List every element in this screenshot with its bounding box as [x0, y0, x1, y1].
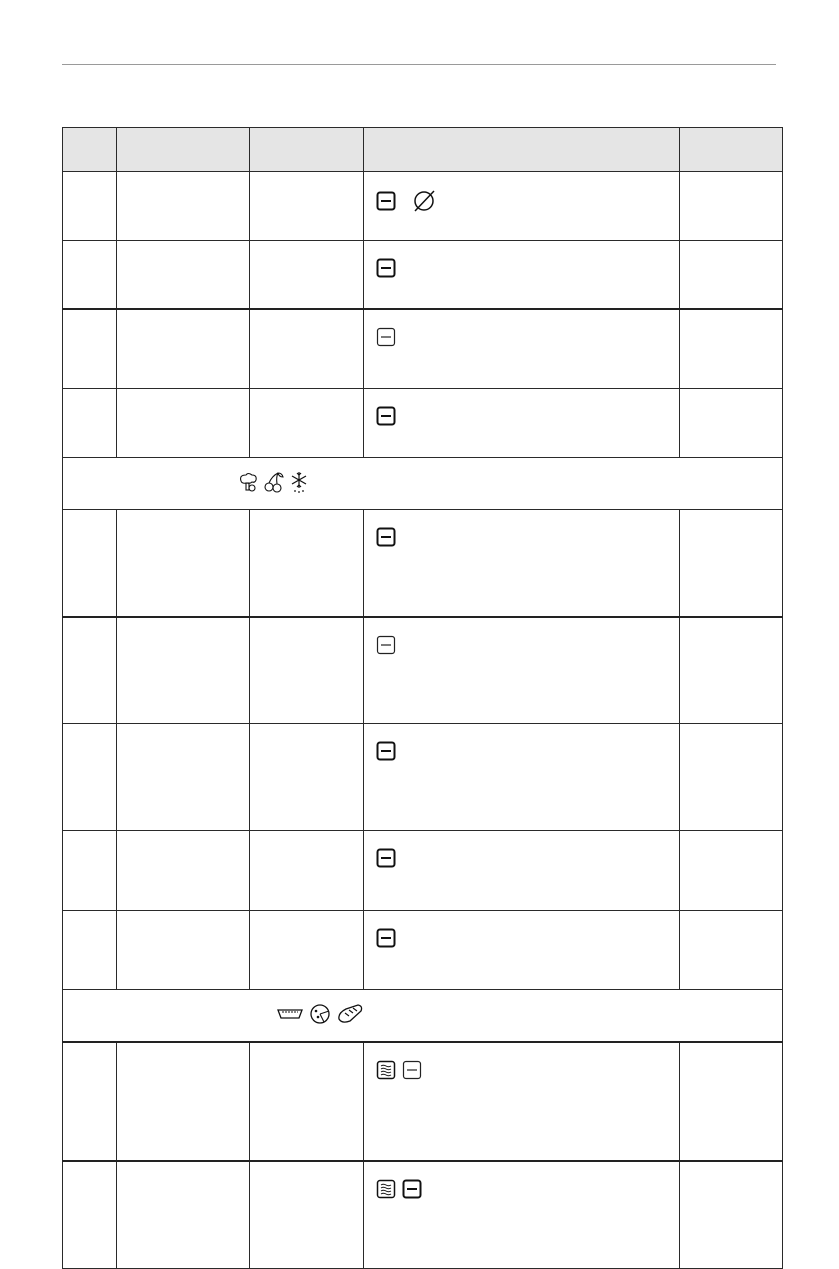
cell-function: [364, 389, 680, 458]
bottom-heat-icon: [376, 191, 396, 214]
bottom-heat-icon: [376, 848, 396, 871]
cell-quantity: [250, 510, 364, 618]
col-header-function: [364, 128, 680, 172]
cell-number: [63, 1161, 117, 1269]
bottom-heat-icon: [376, 258, 396, 281]
col-header-food: [117, 128, 250, 172]
section-icons: [237, 470, 309, 497]
table-row: [63, 172, 783, 241]
cell-number: [63, 617, 117, 724]
cell-number: [63, 1042, 117, 1161]
table-header-row: [63, 128, 783, 172]
bottom-heat-light-icon: [376, 635, 396, 658]
cell-food: [117, 1161, 250, 1269]
cell-function: [364, 617, 680, 724]
cell-function: [364, 309, 680, 389]
col-header-time: [680, 128, 783, 172]
bread-icon: [336, 1003, 364, 1028]
cell-time: [680, 617, 783, 724]
cell-food: [117, 911, 250, 990]
cell-number: [63, 831, 117, 911]
cell-time: [680, 1161, 783, 1269]
section-row: [63, 990, 783, 1043]
steam-heat-icon: [376, 1060, 396, 1083]
program-table: [62, 127, 783, 1269]
cell-quantity: [250, 389, 364, 458]
col-header-quantity: [250, 128, 364, 172]
cell-food: [117, 510, 250, 618]
section-header-cell: [63, 990, 783, 1043]
cell-quantity: [250, 617, 364, 724]
bottom-heat-light-icon: [376, 327, 396, 350]
table-row: [63, 241, 783, 310]
cell-number: [63, 309, 117, 389]
table-row: [63, 1042, 783, 1161]
cell-number: [63, 911, 117, 990]
section-row: [63, 458, 783, 510]
cell-quantity: [250, 241, 364, 310]
header-rule: [62, 64, 776, 65]
cell-time: [680, 510, 783, 618]
cell-time: [680, 1042, 783, 1161]
cell-function: [364, 172, 680, 241]
cell-function: [364, 911, 680, 990]
cell-function: [364, 1161, 680, 1269]
table-row: [63, 510, 783, 618]
section-header-cell: [63, 458, 783, 510]
cell-food: [117, 241, 250, 310]
bottom-heat-icon: [376, 527, 396, 550]
bottom-heat-icon: [376, 741, 396, 764]
cell-quantity: [250, 724, 364, 831]
cell-food: [117, 724, 250, 831]
cell-function: [364, 724, 680, 831]
cell-function: [364, 510, 680, 618]
cell-number: [63, 389, 117, 458]
cell-number: [63, 724, 117, 831]
bottom-heat-light-icon: [402, 1060, 422, 1083]
cell-time: [680, 309, 783, 389]
table-row: [63, 724, 783, 831]
table-row: [63, 1161, 783, 1269]
fruit-icon: [263, 470, 285, 497]
cell-time: [680, 172, 783, 241]
cell-number: [63, 510, 117, 618]
cell-food: [117, 831, 250, 911]
pizza-icon: [308, 1002, 332, 1029]
cell-quantity: [250, 911, 364, 990]
cell-time: [680, 724, 783, 831]
bottom-heat-icon: [376, 406, 396, 429]
table-row: [63, 389, 783, 458]
cell-number: [63, 241, 117, 310]
table-row: [63, 309, 783, 389]
cell-number: [63, 172, 117, 241]
cell-quantity: [250, 309, 364, 389]
cell-quantity: [250, 1042, 364, 1161]
cell-quantity: [250, 831, 364, 911]
section-icons: [276, 1002, 364, 1029]
cell-quantity: [250, 1161, 364, 1269]
vegetables-icon: [237, 471, 259, 496]
defrost-snowflake-icon: [289, 470, 309, 497]
cell-food: [117, 1042, 250, 1161]
baking-tray-icon: [276, 1006, 304, 1025]
no-fan-symbol-icon: [412, 189, 438, 216]
table-row: [63, 831, 783, 911]
bottom-heat-icon: [376, 928, 396, 951]
col-header-number: [63, 128, 117, 172]
cell-food: [117, 309, 250, 389]
cell-time: [680, 241, 783, 310]
table-row: [63, 911, 783, 990]
table-row: [63, 617, 783, 724]
cell-time: [680, 831, 783, 911]
cell-time: [680, 911, 783, 990]
cell-food: [117, 389, 250, 458]
cell-function: [364, 1042, 680, 1161]
cell-time: [680, 389, 783, 458]
cell-function: [364, 241, 680, 310]
cell-quantity: [250, 172, 364, 241]
cell-food: [117, 172, 250, 241]
cell-food: [117, 617, 250, 724]
cell-function: [364, 831, 680, 911]
